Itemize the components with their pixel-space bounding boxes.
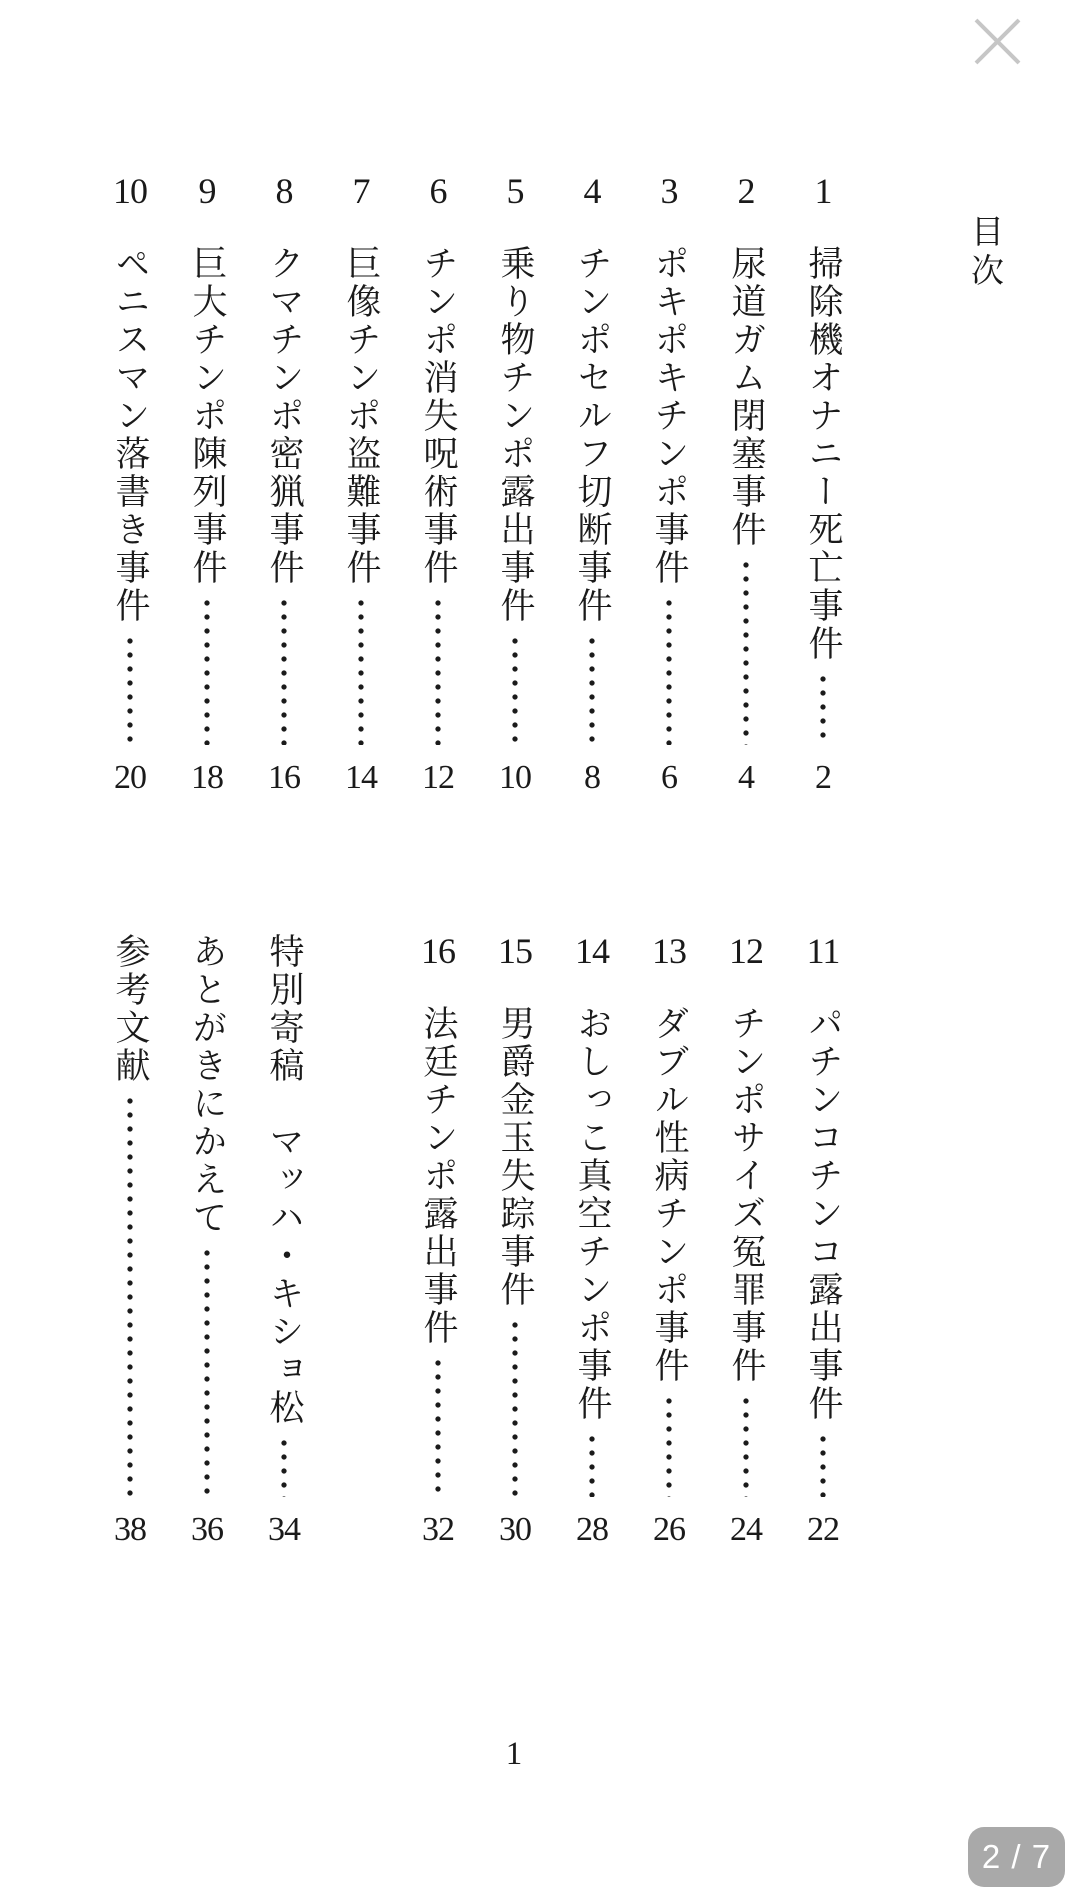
toc-entry-title: あとがきにかえて bbox=[188, 933, 227, 1237]
toc-entry-page: 24 bbox=[730, 1511, 762, 1548]
page-indicator-badge bbox=[968, 1827, 1065, 1887]
toc-column-spacer bbox=[337, 933, 385, 1547]
toc-entry-number: 2 bbox=[737, 171, 755, 211]
toc-entry-page: 4 bbox=[738, 759, 754, 796]
toc-entry-page: 2 bbox=[815, 759, 831, 796]
dot-leader bbox=[512, 634, 518, 745]
dot-leader bbox=[281, 596, 287, 745]
toc-entry-page: 32 bbox=[422, 1511, 454, 1548]
dot-leader bbox=[204, 596, 210, 745]
dot-leader bbox=[512, 1318, 518, 1497]
dot-leader bbox=[127, 634, 133, 745]
toc-entry bbox=[799, 173, 847, 795]
dot-leader bbox=[204, 1246, 210, 1497]
toc-entry-number: 14 bbox=[575, 931, 609, 971]
toc-entry-page: 36 bbox=[191, 1511, 223, 1548]
toc-entry-page: 22 bbox=[807, 1511, 839, 1548]
close-button[interactable] bbox=[966, 10, 1028, 72]
toc-entry-number: 10 bbox=[113, 171, 147, 211]
toc-entry-number: 1 bbox=[814, 171, 832, 211]
toc-entry-page: 8 bbox=[584, 759, 600, 796]
toc-entry-title: チンポセルフ切断事件 bbox=[573, 245, 612, 625]
toc-group-1 bbox=[106, 173, 847, 795]
toc-entry-number: 5 bbox=[506, 171, 524, 211]
toc-entry-title: 巨像チンポ盗難事件 bbox=[342, 245, 381, 587]
toc-entry-page: 20 bbox=[114, 759, 146, 796]
toc-entry bbox=[568, 933, 616, 1547]
toc-entry-title: 男爵金玉失踪事件 bbox=[496, 1005, 535, 1309]
dot-leader bbox=[281, 1436, 287, 1497]
toc-entry-number: 16 bbox=[421, 931, 455, 971]
dot-leader bbox=[743, 1394, 749, 1497]
toc-entry-title: チンポ消失呪術事件 bbox=[419, 245, 458, 587]
toc-entry-page: 16 bbox=[268, 759, 300, 796]
toc-entry bbox=[337, 173, 385, 795]
dot-leader bbox=[820, 1432, 826, 1497]
toc-entry-number: 12 bbox=[729, 931, 763, 971]
toc-entry-title: ポキポキチンポ事件 bbox=[650, 245, 689, 587]
toc-entry-number: 4 bbox=[583, 171, 601, 211]
page-indicator-label: 2 / 7 bbox=[981, 1838, 1052, 1875]
toc-entry-title: チンポサイズ冤罪事件 bbox=[727, 1005, 766, 1385]
dot-leader bbox=[589, 1432, 595, 1497]
dot-leader bbox=[358, 596, 364, 745]
toc-entry bbox=[414, 173, 462, 795]
dot-leader bbox=[666, 596, 672, 745]
toc-entry-page: 12 bbox=[422, 759, 454, 796]
toc-entry-title: 特別寄稿 マッハ・キショ松 bbox=[265, 933, 304, 1427]
close-icon bbox=[973, 18, 1022, 65]
toc-entry-number: 15 bbox=[498, 931, 532, 971]
toc-entry-number: 7 bbox=[352, 171, 370, 211]
toc-group-2 bbox=[106, 933, 847, 1547]
toc-entry-number: 13 bbox=[652, 931, 686, 971]
toc-entry-page: 38 bbox=[114, 1511, 146, 1548]
toc-entry bbox=[645, 173, 693, 795]
toc-entry bbox=[106, 173, 154, 795]
toc-entry-title: 巨大チンポ陳列事件 bbox=[188, 245, 227, 587]
toc-entry bbox=[722, 173, 770, 795]
dot-leader bbox=[435, 1356, 441, 1497]
dot-leader bbox=[666, 1394, 672, 1497]
toc-entry-number: 9 bbox=[198, 171, 216, 211]
toc-entry-number: 11 bbox=[806, 931, 840, 971]
toc-entry bbox=[722, 933, 770, 1547]
dot-leader bbox=[127, 1094, 133, 1497]
toc-entry-title: ペニスマン落書き事件 bbox=[111, 245, 150, 625]
toc-entry bbox=[491, 173, 539, 795]
dot-leader bbox=[743, 558, 749, 745]
toc-entry-page: 30 bbox=[499, 1511, 531, 1548]
toc-entry-page: 6 bbox=[661, 759, 677, 796]
toc-entry-page: 14 bbox=[345, 759, 377, 796]
toc-entry bbox=[799, 933, 847, 1547]
toc-entry-title: 尿道ガム閉塞事件 bbox=[727, 245, 766, 549]
toc-entry bbox=[183, 173, 231, 795]
toc-entry bbox=[106, 933, 154, 1547]
toc-entry bbox=[414, 933, 462, 1547]
dot-leader bbox=[820, 672, 826, 745]
toc-entry bbox=[260, 933, 308, 1547]
toc-entry bbox=[491, 933, 539, 1547]
toc-entry-number: 3 bbox=[660, 171, 678, 211]
page-footer-number: 1 bbox=[505, 1736, 523, 1772]
toc-entry bbox=[183, 933, 231, 1547]
toc-entry-title: ダブル性病チンポ事件 bbox=[650, 1005, 689, 1385]
toc-entry-page: 34 bbox=[268, 1511, 300, 1548]
toc-entry-number: 8 bbox=[275, 171, 293, 211]
toc-entry-title: おしっこ真空チンポ事件 bbox=[573, 1005, 612, 1423]
toc-entry bbox=[568, 173, 616, 795]
toc-entry-page: 26 bbox=[653, 1511, 685, 1548]
toc-entry-title: 参考文献 bbox=[111, 933, 150, 1085]
dot-leader bbox=[435, 596, 441, 745]
dot-leader bbox=[589, 634, 595, 745]
toc-title: 目次 bbox=[966, 214, 1002, 292]
toc-entry-title: パチンコチンコ露出事件 bbox=[804, 1005, 843, 1423]
toc-entry-title: 法廷チンポ露出事件 bbox=[419, 1005, 458, 1347]
toc-entry-title: 乗り物チンポ露出事件 bbox=[496, 245, 535, 625]
toc-entry bbox=[260, 173, 308, 795]
toc-entry-page: 10 bbox=[499, 759, 531, 796]
toc-entry-title: 掃除機オナニー死亡事件 bbox=[804, 245, 843, 663]
toc-entry-number: 6 bbox=[429, 171, 447, 211]
toc-entry-page: 28 bbox=[576, 1511, 608, 1548]
toc-entry bbox=[645, 933, 693, 1547]
toc-entry-page: 18 bbox=[191, 759, 223, 796]
toc-entry-title: クマチンポ密猟事件 bbox=[265, 245, 304, 587]
